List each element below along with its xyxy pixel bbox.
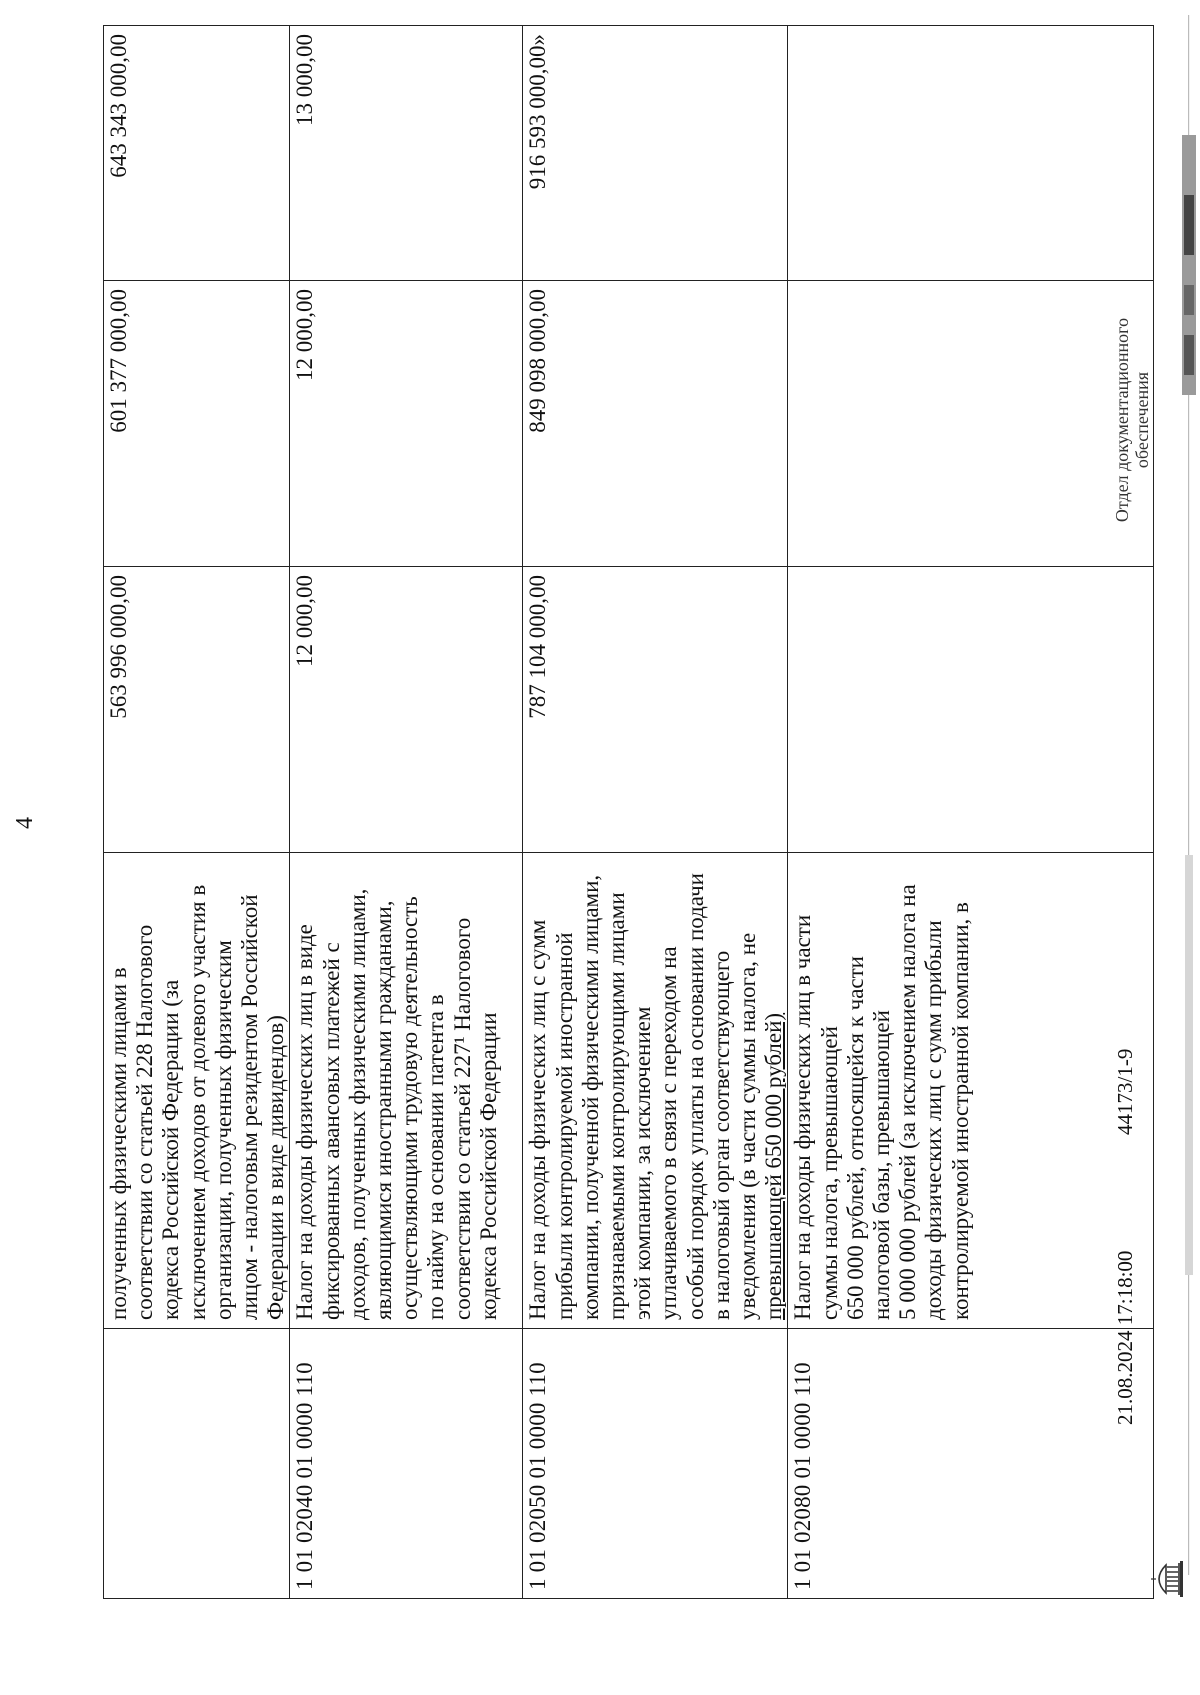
row-name <box>523 853 788 1329</box>
row-name <box>104 853 290 1329</box>
row-code: 1 01 02050 01 0000 110 <box>523 1329 788 1599</box>
row-value-year2: 849 098 000,00 <box>523 281 788 567</box>
name-line: контролируемой иностранной компании, в <box>947 902 973 1320</box>
name-line: соответствии со статьей 227¹ Налогового <box>449 917 475 1320</box>
name-line: в налоговый орган соответствующего <box>708 950 734 1320</box>
name-line: суммы налога, превышающей <box>816 1026 842 1320</box>
row-value-year2: 601 377 000,00 <box>104 281 290 567</box>
registration-number: 44173/1-9 <box>1113 1048 1137 1135</box>
row-value-year3 <box>788 26 1154 281</box>
name-line: по найму на основании патента в <box>423 994 449 1320</box>
name-line: фиксированных авансовых платежей с <box>318 942 344 1320</box>
row-value-year2 <box>788 281 1154 567</box>
name-line: соответствии со статьей 228 Налогового <box>132 924 158 1320</box>
page-number: 4 <box>12 817 38 829</box>
name-line: особый порядок уплаты на основании подачи <box>682 873 708 1320</box>
name-line: уплачиваемого в связи с переходом на <box>656 946 682 1320</box>
name-line: Федерации в виде дивидендов) <box>263 1015 289 1320</box>
name-line: лицом - налоговым резидентом Российской <box>237 894 263 1320</box>
name-line: Налог на доходы физических лиц в части <box>790 914 816 1320</box>
scan-barcode-strip <box>1182 15 1196 1575</box>
stamp-line: Отдел документационного <box>1112 317 1132 523</box>
name-line: осуществляющими трудовую деятельность <box>397 896 423 1320</box>
row-value-year2: 12 000,00 <box>290 281 523 567</box>
name-line: уведомления (в части суммы налога, не <box>735 932 761 1320</box>
budget-table <box>103 25 1154 1599</box>
stamp-line: обеспечения <box>1132 371 1152 469</box>
name-line: прибыли контролируемой иностранной <box>551 932 577 1320</box>
table-row <box>290 26 523 1599</box>
name-line: исключением доходов от долевого участия в <box>184 884 210 1320</box>
name-line: 5 000 000 рублей (за исключением налога на <box>895 884 921 1320</box>
name-line: Налог на доходы физических лиц в виде <box>292 924 318 1320</box>
row-value-year3: 643 343 000,00 <box>104 26 290 281</box>
row-name <box>290 853 523 1329</box>
name-line: налоговой базы, превышающей <box>869 1010 895 1320</box>
name-line: этой компании, за исключением <box>630 1006 656 1320</box>
row-value-year1: 787 104 000,00 <box>523 567 788 853</box>
name-line: полученных физическими лицами в <box>106 967 131 1320</box>
row-value-year1 <box>788 567 1154 853</box>
table-row <box>523 26 788 1599</box>
name-line: компании, полученной физическими лицами, <box>577 874 603 1320</box>
row-value-year3: 13 000,00 <box>290 26 523 281</box>
row-value-year1: 12 000,00 <box>290 567 523 853</box>
row-code: 1 01 02040 01 0000 110 <box>290 1329 523 1599</box>
name-line: превышающей 650 000 рублей) <box>761 1012 787 1320</box>
name-line: организации, полученных физическим <box>210 940 236 1320</box>
row-code: 1 01 02080 01 0000 110 <box>788 1329 1154 1599</box>
name-line: кодекса Российской Федерации (за <box>158 979 184 1320</box>
department-stamp <box>1112 240 1152 600</box>
row-code <box>104 1329 290 1599</box>
row-name <box>788 853 1154 1329</box>
row-value-year1: 563 996 000,00 <box>104 567 290 853</box>
name-line: кодекса Российской Федерации <box>475 1012 501 1320</box>
name-line: являющимися иностранными гражданами, <box>371 900 397 1320</box>
row-value-year3: 916 593 000,00» <box>523 26 788 281</box>
name-line: доходы физических лиц с сумм прибыли <box>921 920 947 1320</box>
name-line: доходов, полученных физическими лицами, <box>344 888 370 1320</box>
building-emblem-icon <box>1150 1557 1186 1601</box>
name-line: 650 000 рублей, относящейся к части <box>842 956 868 1320</box>
name-line: Налог на доходы физических лиц с сумм <box>525 919 551 1320</box>
table-row <box>788 26 1154 1599</box>
name-line: признаваемыми контролирующими лицами <box>604 892 630 1320</box>
registration-datetime: 21.08.2024 17:18:00 <box>1113 1250 1137 1425</box>
table-row <box>104 26 290 1599</box>
